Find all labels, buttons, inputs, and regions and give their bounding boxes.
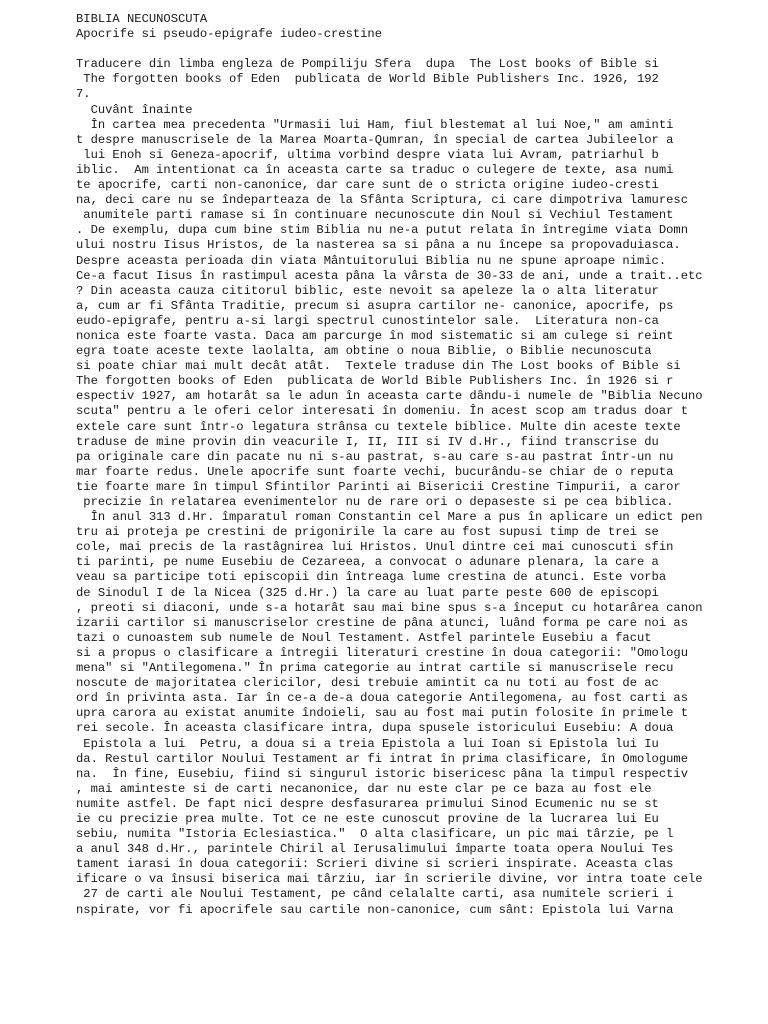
- text-line: ie cu precizie prea multe. Tot ce ne este cunoscut provine de la lucrarea lui Eu: [76, 811, 659, 826]
- text-line: ului nostru Iisus Hristos, de la nasterea sa si pâna a nu începe sa propovaduiasca.: [76, 238, 681, 253]
- text-line: noscute de majoritatea clericilor, desi trebuie amintit ca nu toti au fost de ac: [76, 676, 659, 691]
- text-line: ? Din aceasta cauza cititorul biblic, este nevoit sa apeleze la o alta literatur: [76, 283, 659, 298]
- text-line: eudo-epigrafe, pentru a-si largi spectrul cunostintelor sale. Literatura non-ca: [76, 313, 659, 328]
- translation-note: [76, 57, 756, 102]
- text-line: Epistola a lui Petru, a doua si a treia Epistola a lui Ioan si Epistola lui Iu: [76, 736, 659, 751]
- text-line: na, deci care nu se îndeparteaza de la Sfânta Scriptura, ci care dimpotriva lamuresc: [76, 193, 688, 208]
- text-line: rei secole. În aceasta clasificare intra, dupa spusele istoricului Eusebiu: A doua: [76, 721, 674, 736]
- text-line: da. Restul cartilor Noului Testament ar fi intrat în prima clasificare, în Omologume: [76, 751, 688, 766]
- text-line: Despre aceasta perioada din viata Mântuitorului Biblia nu ne spune aproape nimic.: [76, 253, 667, 268]
- text-line: tru ai proteja pe crestini de prigonirile la care au fost supusi timp de trei se: [76, 525, 659, 540]
- document-page: [76, 12, 756, 918]
- text-line: lui Enoh si Geneza-apocrif, ultima vorbind despre viata lui Avram, patriarhul b: [76, 147, 659, 162]
- text-line: cole, mai precis de la rastâgnirea lui Hristos. Unul dintre cei mai cunoscuti sfin: [76, 540, 674, 555]
- text-line: de Sinodul I de la Nicea (325 d.Hr.) la care au luat parte peste 600 de episcopi: [76, 585, 659, 600]
- text-line: nonica este foarte vasta. Daca am parcurge în mod sistematic si am culege si reint: [76, 328, 674, 343]
- text-line: iblic. Am intentionat ca în aceasta carte sa traduc o culegere de texte, asa numi: [76, 162, 674, 177]
- text-line: a, cum ar fi Sfânta Traditie, precum si asupra cartilor ne- canonice, apocrife, ps: [76, 298, 674, 313]
- text-line: . De exemplu, dupa cum bine stim Biblia nu ne-a putut relata în întregime viata Domn: [76, 223, 688, 238]
- text-line: mar foarte redus. Unele apocrife sunt foarte vechi, bucurându-se chiar de o reputa: [76, 464, 674, 479]
- text-line: veau sa participe toti episcopii din întreaga lume crestina de atunci. Este vorba: [76, 570, 667, 585]
- text-line: , preoti si diaconi, unde s-a hotarât sau mai bine spus s-a început cu hotarârea canon: [76, 600, 703, 615]
- text-line: tament iarasi în doua categorii: Scrieri divine si scrieri inspirate. Aceasta clas: [76, 857, 674, 872]
- text-line: egra toate aceste texte laolalta, am obtine o noua Biblie, o Biblie necunoscuta: [76, 344, 652, 359]
- text-line: , mai aminteste si de carti necanonice, dar nu este clar pe ce baza au fost ele: [76, 781, 652, 796]
- text-line: extele care sunt într-o legatura strânsa cu textele biblice. Multe din aceste texte: [76, 419, 681, 434]
- text-line: upra carora au existat anumite îndoieli, sau au fost mai putin folosite în primele t: [76, 706, 688, 721]
- text-line: sebiu, numita "Istoria Eclesiastica." O alta clasificare, un pic mai târzie, pe l: [76, 827, 674, 842]
- text-line: a anul 348 d.Hr., parintele Chiril al Ierusalimului împarte toata opera Noului Tes: [76, 842, 674, 857]
- text-line: ti parinti, pe nume Eusebiu de Cezareea, a convocat o adunare plenara, la care a: [76, 555, 659, 570]
- text-line: În anul 313 d.Hr. împaratul roman Constantin cel Mare a pus în aplicare un edict pen: [76, 510, 703, 525]
- text-line: Traducere din limba engleza de Pompiliju Sfera dupa The Lost books of Bible si: [76, 57, 659, 72]
- text-line: The forgotten books of Eden publicata de World Bible Publishers Inc. în 1926 si r: [76, 374, 674, 389]
- text-line: ord în privinta asta. Iar în ce-a de-a doua categorie Antilegomena, au fost carti as: [76, 691, 688, 706]
- text-line: pa originale care din pacate nu ni s-au pastrat, s-au care s-au pastrat într-un nu: [76, 449, 674, 464]
- blank-line: [76, 42, 756, 57]
- document-title: BIBLIA NECUNOSCUTA: [76, 12, 208, 26]
- text-line: si a propus o clasificare a întregii literaturi crestine în doua categorii: "Omologu: [76, 645, 688, 660]
- text-line: espectiv 1927, am hotarât sa le adun în aceasta carte dându-i numele de "Biblia Necuno: [76, 389, 703, 404]
- text-line: 7.: [76, 87, 91, 102]
- text-line: mena" si "Antilegomena." În prima categorie au intrat cartile si manuscrisele recu: [76, 661, 674, 676]
- text-line: anumitele parti ramase si în continuare necunoscute din Noul si Vechiul Testament: [76, 208, 674, 223]
- text-line: tie foarte mare în timpul Sfintilor Parinti ai Bisericii Crestine Timpurii, a caror: [76, 479, 681, 494]
- text-line: numite astfel. De fapt nici despre desfasurarea primului Sinod Ecumenic nu se st: [76, 796, 659, 811]
- text-line: În cartea mea precedenta "Urmasii lui Ham, fiul blestemat al lui Noe," am aminti: [76, 117, 674, 132]
- text-line: te apocrife, carti non-canonice, dar care sunt de o stricta origine iudeo-cresti: [76, 178, 659, 193]
- text-line: tazi o cunoastem sub numele de Noul Testament. Astfel parintele Eusebiu a facut: [76, 630, 652, 645]
- section-heading: Cuvânt înainte: [76, 102, 193, 117]
- document-subtitle: Apocrife si pseudo-epigrafe iudeo-crestine: [76, 27, 382, 42]
- text-line: ificare o va însusi biserica mai târziu, iar în scrierile divine, vor intra toate cele: [76, 872, 703, 887]
- text-line: nspirate, vor fi apocrifele sau cartile non-canonice, cum sânt: Epistola lui Varna: [76, 902, 674, 917]
- text-line: traduse de mine provin din veacurile I, II, III si IV d.Hr., fiind transcrise du: [76, 434, 659, 449]
- document-body: [76, 118, 756, 918]
- text-line: 27 de carti ale Noului Testament, pe când celalalte carti, asa numitele scrieri i: [76, 887, 674, 902]
- text-line: si poate chiar mai mult decât atât. Textele traduse din The Lost books of Bible si: [76, 359, 681, 374]
- text-line: scuta" pentru a le oferi celor interesati în domeniu. În acest scop am tradus doar t: [76, 404, 688, 419]
- text-line: na. În fine, Eusebiu, fiind si singurul istoric bisericesc pâna la timpul respectiv: [76, 766, 688, 781]
- text-line: t despre manuscrisele de la Marea Moarta-Qumran, în special de cartea Jubileelor a: [76, 132, 674, 147]
- text-line: izarii cartilor si manuscriselor crestine de pâna atunci, luând forma pe care noi as: [76, 615, 688, 630]
- text-line: Ce-a facut Iisus în rastimpul acesta pâna la vârsta de 30-33 de ani, unde a trait..etc: [76, 268, 703, 283]
- text-line: precizie în relatarea evenimentelor nu de rare ori o depaseste si pe cea biblica.: [76, 495, 674, 509]
- text-line: The forgotten books of Eden publicata de World Bible Publishers Inc. 1926, 192: [76, 72, 659, 87]
